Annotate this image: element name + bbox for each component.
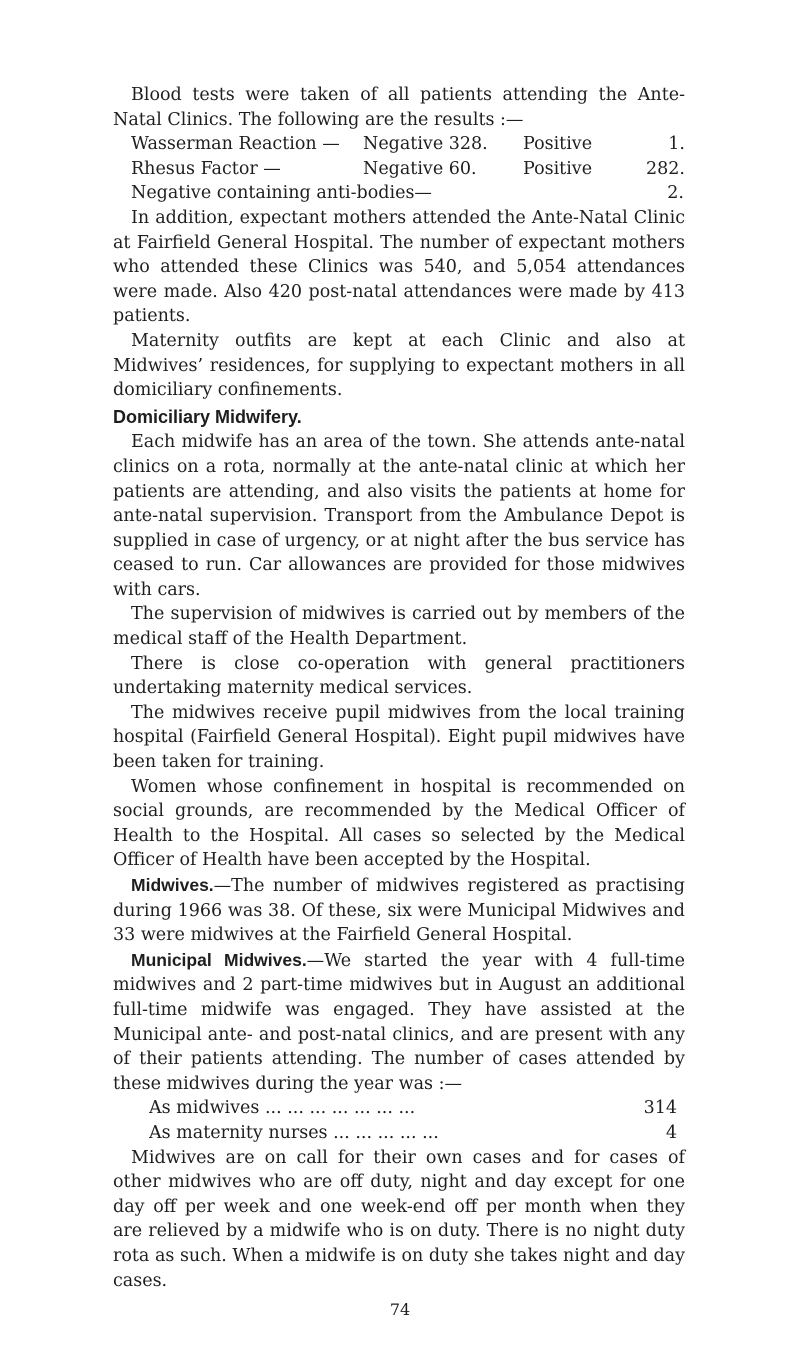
results-test: Wasserman Reaction — (131, 134, 340, 155)
paragraph-pupils: The midwives receive pupil midwives from the local training hospital (Fairfield General Hospital). Eight pupil midwives have been taken for training. (113, 702, 685, 773)
cases-value: 314 (643, 1098, 677, 1119)
paragraph-supervision: The supervision of midwives is carried out by members of the medical staff of the Health Department. (113, 604, 685, 650)
midwives-heading: Midwives. (131, 875, 214, 895)
results-positive-value: 282. (646, 158, 685, 179)
results-positive-label: Positive (523, 134, 593, 155)
text-column (113, 83, 685, 1293)
paragraph-each-midwife: Each midwife has an area of the town. She attends ante-natal clinics on a rota, normally at the ante-natal clinic at which her patients are attending, and also visits the patients at home for ante-natal supervision. Transport from the Ambulance Depot is supplied in case of urgency, or at night after the bus service has ceased to run. Car allowances are provided for those midwives with cars. (113, 432, 685, 600)
paragraph-midwives (113, 873, 685, 948)
paragraph-outfits: Maternity outfits are kept at each Clinic and also at Midwives’ residences, for supplying to expectant mothers in all domiciliary confinements. (113, 330, 685, 401)
paragraph-cooperation: There is close co-operation with general practitioners undertaking maternity medical services. (113, 653, 685, 699)
results-negative: Negative 328. (363, 134, 488, 155)
cases-label: As maternity nurses ... ... ... ... ... (149, 1122, 439, 1143)
municipal-heading: Municipal Midwives. (131, 949, 307, 970)
results-row-antibodies (113, 181, 685, 206)
results-positive-label: Positive (523, 158, 593, 179)
results-negative: Negative 60. (363, 158, 477, 179)
cases-value: 4 (665, 1122, 677, 1143)
paragraph-blood-tests: Blood tests were taken of all patients attending the Ante-Natal Clinics. The following are the results :— (113, 85, 685, 130)
paragraph-municipal (113, 948, 685, 1097)
paragraph-fairfield: In addition, expectant mothers attended the Ante-Natal Clinic at Fairfield General Hospital. The number of expectant mothers who attended these Clinics was 540, and 5,054 attendances were made. Also 420 post-natal attendances were made by 413 patients. (113, 207, 685, 327)
cases-row-midwives (113, 1096, 685, 1121)
results-row-rhesus (113, 157, 685, 182)
paragraph-on-call: Midwives are on call for their own cases and for cases of other midwives who are off duty, night and day except for one day off per week and one week-end off per month when they are relieved by a midwife who is on duty. There is no night duty rota as such. When a midwife is on duty she takes night and day cases. (113, 1147, 685, 1291)
results-positive-value: 1. (668, 134, 685, 155)
page-number: 74 (389, 1300, 411, 1319)
cases-label: As midwives ... ... ... ... ... ... ... (149, 1098, 416, 1119)
cases-row-nurses (113, 1121, 685, 1146)
paragraph-women: Women whose confinement in hospital is recommended on social grounds, are recommended by the Medical Officer of Health to the Hospital. All cases so selected by the Medical Officer of Health have been accepted by the Hospital. (113, 776, 685, 871)
results-row-wasserman (113, 132, 685, 157)
antibodies-value: 2. (667, 183, 684, 204)
midwives-text: —The number of midwives registered as practising during 1966 was 38. Of these, six were Municipal Midwives and 33 were midwives at the Fairfield General Hospital. (113, 876, 685, 946)
municipal-text: —We started the year with 4 full-time midwives and 2 part-time midwives but in August an additional full-time midwife was engaged. They have assisted at the Municipal ante- and post-natal clinics, and are present with any of their patients attending. The number of cases attended by these midwives during the year was :— (113, 950, 685, 1094)
results-test: Rhesus Factor — (131, 158, 281, 179)
antibodies-label: Negative containing anti-bodies— (131, 183, 432, 204)
section-heading: Domiciliary Midwifery. (113, 406, 302, 427)
